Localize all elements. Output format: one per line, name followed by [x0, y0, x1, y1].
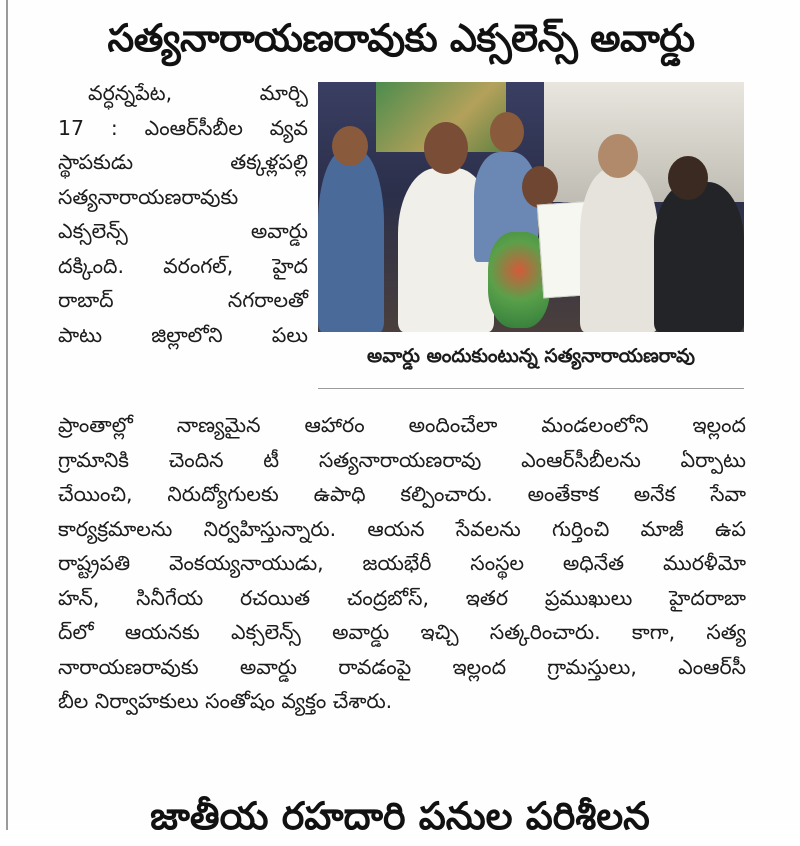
lead-line: సత్యనారాయణరావుకు	[58, 184, 239, 209]
person-figure	[654, 182, 744, 332]
person-figure	[318, 150, 384, 332]
caption-divider	[318, 388, 744, 389]
person-head	[424, 122, 468, 174]
body-line: ద్‌లో ఆయనకు ఎక్సలెన్స్ అవార్డు ఇచ్చి సత్కరించారు. కాగా, సత్య	[58, 620, 746, 644]
person-head	[598, 134, 638, 178]
body-line: ప్రాంతాల్లో నాణ్యమైన ఆహారం అందించేలా మండలంలోని ఇల్లంద	[58, 413, 746, 437]
lead-line: పాటు జిల్లాలోని పలు	[58, 322, 308, 347]
body-text	[58, 408, 746, 719]
lead-line: 17 : ఎంఆర్‌సీబీల వ్యవ	[58, 115, 308, 140]
body-line: బీల నిర్వాహకులు సంతోషం వ్యక్తం చేశారు.	[58, 689, 393, 713]
body-line: రాష్ట్రపతి వెంకయ్యనాయుడు, జయభేరీ సంస్థల అధినేత మురళీమో	[58, 551, 746, 575]
body-line: నారాయణరావుకు అవార్డు రావడంపై ఇల్లంద గ్రామస్తులు, ఎంఆర్‌సీ	[58, 654, 746, 679]
person-head	[490, 112, 524, 152]
person-figure	[580, 168, 658, 332]
lead-column	[58, 76, 308, 352]
column-rule	[6, 0, 8, 830]
person-head	[332, 126, 368, 166]
lead-line: వర్ధన్నపేట, మార్చి	[88, 81, 308, 105]
lead-line: ఎక్సలెన్స్ అవార్డు	[58, 219, 308, 243]
award-photo	[318, 82, 744, 332]
article-headline: సత్యనారాయణరావుకు ఎక్సలెన్స్ అవార్డు	[107, 16, 695, 60]
next-article-headline: జాతీయ రహదారి పనుల పరిశీలన	[150, 794, 650, 838]
lead-line: దక్కింది. వరంగల్, హైద	[58, 253, 308, 278]
lead-line: స్థాపకుడు తక్కళ్లపల్లి	[58, 150, 308, 174]
photo-caption: అవార్డు అందుకుంటున్న సత్యనారాయణరావు	[367, 345, 695, 367]
body-line: హన్, సినీగేయ రచయిత చంద్రబోస్, ఇతర ప్రముఖులు హైదరాబా	[58, 585, 746, 610]
person-head	[668, 156, 708, 200]
lead-line: రాబాద్ నగరాలతో	[58, 288, 308, 312]
body-line: గ్రామానికి చెందిన టీ సత్యనారాయణరావు ఎంఆర్‌సీబీలను ఏర్పాటు	[58, 447, 746, 472]
body-line: కార్యక్రమాలను నిర్వహిస్తున్నారు. ఆయన సేవలను గుర్తించి మాజీ ఉప	[58, 516, 746, 541]
person-head	[522, 166, 558, 208]
body-line: చేయించి, నిరుద్యోగులకు ఉపాధి కల్పించారు. అంతేకాక అనేక సేవా	[58, 482, 746, 506]
